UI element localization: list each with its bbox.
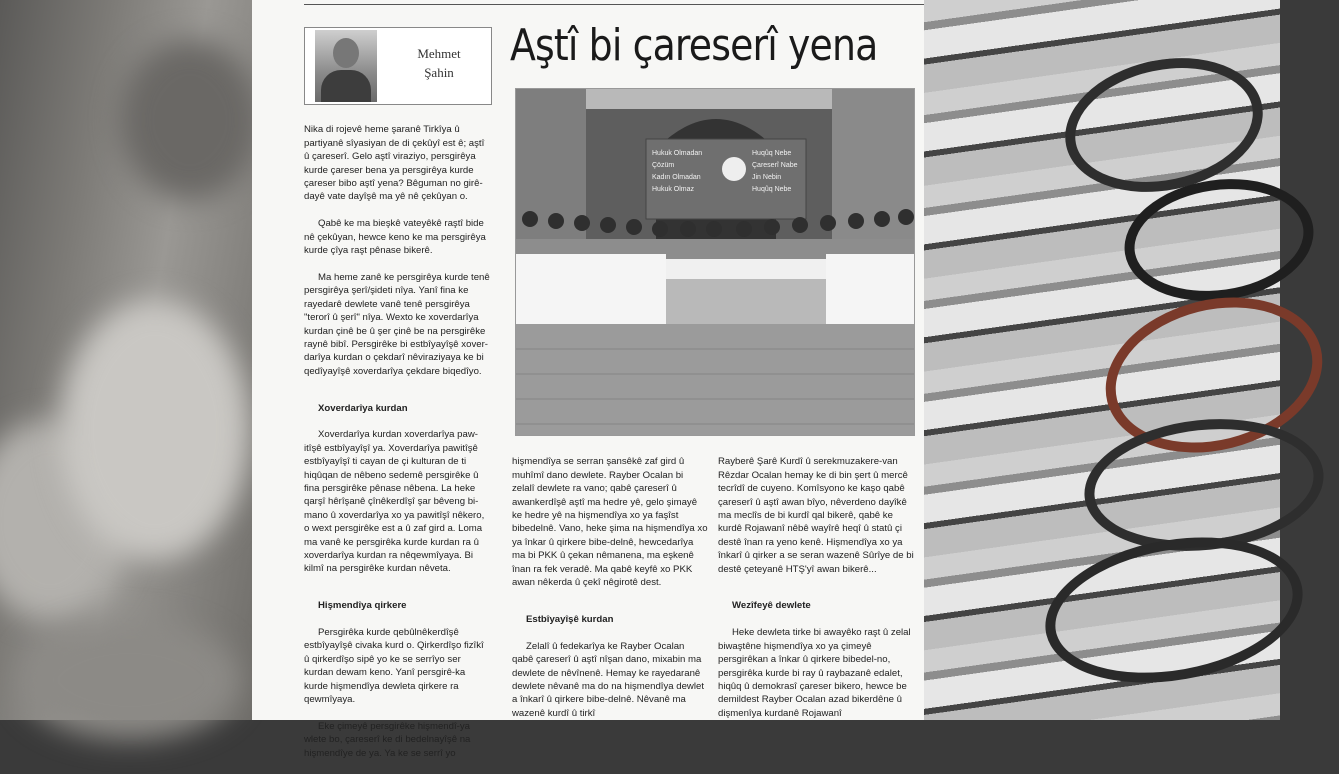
article-headline: Aştî bi çareserî yena — [510, 20, 878, 71]
paragraph: Rayberê Şarê Kurdî û serekmuzakere-van Rêzdar Ocalan hemay ke di bin şert û mercê tecrîdî de cuyeno. Komîsyono ke kaşo qabê çareserî û aştî awan bîyo, nêverdeno dayîkê ma meclîs de bi kurdî qal bikerê, qabê ke kurdê Rojawanî nêbê wayîrê heqî û statû çi destê înan ra yeno kenê. Hişmendîya xo ya înkarî û qirker a se seran wazenê Sûrîye de bi destê çeteyanê HTŞ'yî awan bikerê... — [718, 456, 914, 575]
author-last-name: Şahin — [424, 65, 454, 80]
section-heading: Hişmendîya qirkere — [318, 600, 407, 612]
banner-right-line-1: Huqûq Nebe — [752, 150, 792, 157]
banner-left-line-2: Çözüm — [652, 162, 675, 169]
section-heading: Xoverdarîya kurdan — [318, 402, 408, 414]
banner-left-line-1: Hukuk Olmadan — [652, 150, 703, 157]
author-photo — [315, 30, 377, 102]
newspaper-page — [252, 0, 924, 759]
article-column-1 — [304, 110, 490, 774]
banner-left-line-3: Kadın Olmadan — [652, 174, 701, 181]
article-column-2 — [512, 442, 708, 734]
banner-right-line-3: Jin Nebin — [752, 174, 782, 181]
banner-right-line-4: Huqûq Nebe — [752, 186, 792, 193]
paragraph: Zelalî û fedekarîya ke Rayber Ocalan qabê çareserî û aştî nîşan dano, mixabin ma dewlete de nêvînenê. Hemay ke rayedaranê dewlete nêvanê ma do na hişmendîya dewlet a înkarî û qirkere bibe-delnê. Nêvanê ma wazenê kurdî û tirkî — [512, 640, 704, 719]
paragraph: Persgirêka kurde qebûlnêkerdîşê estbîyayîşê civaka kurd o. Qirkerdîşo fizîkî û qirkerdîşo sipê yo ke se serrîyo ser kurdan dewam keno. Yanî persgirê-ka kurde hişmendîya dewleta qirkere ra qewmîyaya. — [304, 627, 484, 706]
author-box — [304, 27, 492, 105]
paragraph: Nika di rojevê heme şaranê Tirkîya û partiyanê sîyasiyan de di çekûyî est ê; aştî û çareserî. Gelo aştî viraziyo, persgirêya kurde çareser bena ya persgirêya kurde çareser bibo aştî yena? Bêguman no girê-dayê vate dayîşê ma yê nê çekûyan o. — [304, 124, 485, 203]
top-rule — [304, 4, 924, 5]
article-photo — [515, 88, 915, 436]
paragraph: Xoverdarîya kurdan xoverdarîya paw-itîşê estbîyayîşî ya. Xoverdarîya pawitîşê estbîyayîşî ti cayan de çi kulturan de ti hiqûqan de nêbeno sedemê persgirêke û fina persgirêke pênase nêbena. La heke qarşî hêrîşanê çînêkerdîşî şar bêveng bi-mano û xoverdarîya xo ya pawitîşî nêkero, o wext persgirêke est a û zaf gird a. Loma ma vanê ke persgirêka kurde kurdan ra û xoverdarîya kurdan ra nêqewmîyaya. Bi kilmî na persgirêke kurdan nêveta. — [304, 429, 485, 575]
section-heading: Estbîyayîşê kurdan — [526, 613, 614, 625]
author-name — [391, 44, 487, 82]
section-heading: Wezîfeyê dewlete — [732, 600, 811, 612]
newspaper-stack-background — [924, 0, 1280, 720]
paragraph: Eke çimeyê persgirêke hişmendî-ya wlete bo, çareserî ke di bedelnayîşê na hişmendîye de ya. Ya ke se serrî yo — [304, 720, 471, 759]
paragraph: Heke dewleta tirke bi awayêko raşt û zelal biwaştêne hişmendîya xo ya çimeyê persgirêkan a înkar û qirkere bibedel-no, persgirêka kurde bi ray û raybazanê edalet, hiqûq û demokrasî çareser bikero, hewce be demildest Rayber Ocalan azad bikerdêne û dişmenîya kurdanê Rojawanî — [718, 627, 911, 719]
blurred-background-left — [0, 0, 252, 720]
banner-left-line-4: Hukuk Olmaz — [652, 186, 695, 193]
paragraph: Ma heme zanê ke persgirêya kurde tenê persgirêya şerî/şideti nîya. Yanî fina ke rayedarê dewlete vanê tenê persgirêya "terorî û şerî" nîya. Wexto ke xoverdarîya kurdan çinê be û şer çinê be na persgirêke raynê bibî. Persgirêke bi estbîyayîşê xover-darîya kurdan o çekdarî nêviraziyaya ke bi qedîyayîşê xoverdarîya çekdare biqedîyo. — [304, 271, 490, 377]
paragraph: hişmendîya se serran şansêkê zaf gird û muhîmî dano dewlete. Rayber Ocalan bi zelalî dewlete ra vano; qabê çareserî û awankerdîşê aştî ma hedre yê, gelo şimayê ke hedre yê na hişmendîya xo ya faşîst bibedelnê. Vano, heke şima na hişmendîya xo ya înkar û qirkere bibe-delnê, hewcedarîya ma bi PKK û çekan nêmanena, ma eşkenê înan ra fek veradê. Ma qabê keyfê xo PKK awan nêkerda û çekî nêgirotê dest. — [512, 456, 708, 589]
paragraph: Qabê ke ma bieşkê vateyêkê raştî bide nê çekûyan, hewce keno ke ma persgirêya kurde çîya raşt pênase bikerê. — [304, 218, 486, 257]
article-column-3 — [718, 442, 914, 734]
banner-right-line-2: Çareserî Nabe — [752, 162, 798, 169]
author-first-name: Mehmet — [417, 46, 461, 61]
